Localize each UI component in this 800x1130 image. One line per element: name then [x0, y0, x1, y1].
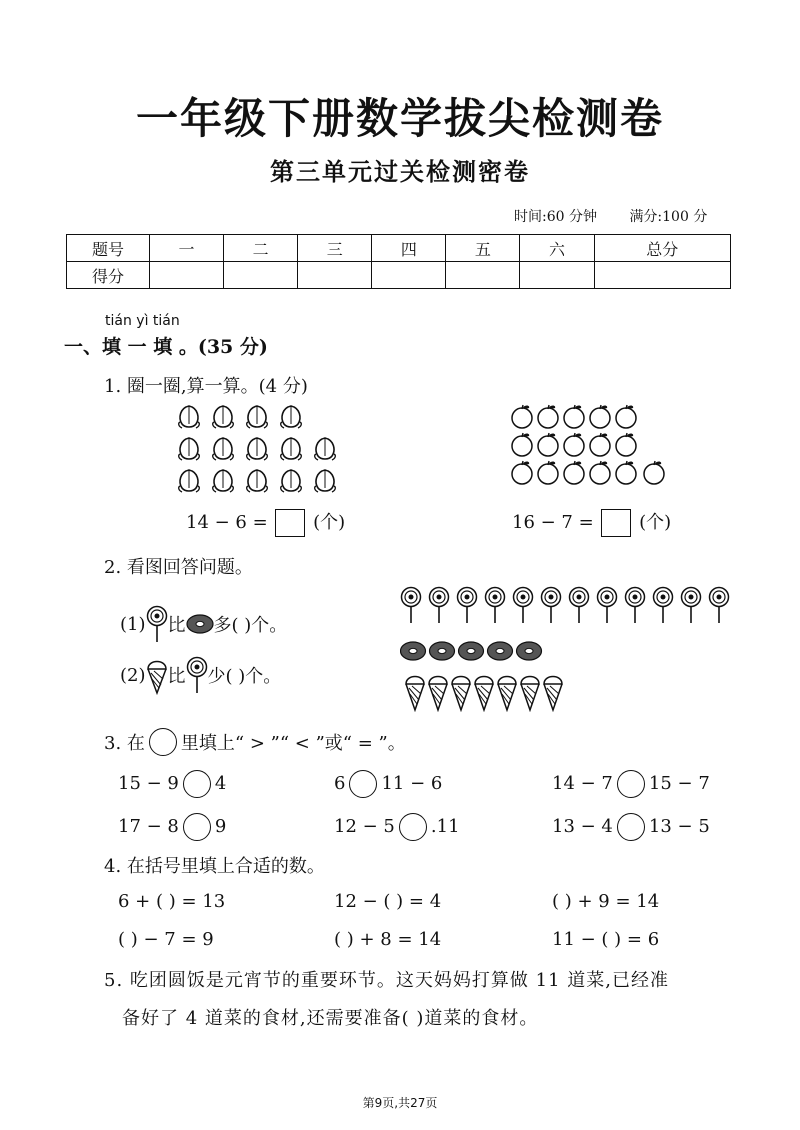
q1-right-equation	[512, 508, 671, 537]
left-expr: 17 − 8	[118, 816, 179, 837]
left-expr: 6	[334, 773, 346, 794]
q3-item	[118, 813, 226, 841]
q3-item	[334, 813, 460, 841]
section-title: 一、填 一 填 。(35 分)	[64, 336, 268, 358]
compare-circle[interactable]	[183, 770, 211, 798]
table-cell: 六	[520, 235, 594, 262]
peach-group-icon	[176, 402, 336, 498]
compare-circle[interactable]	[183, 813, 211, 841]
right-expr: 11 − 6	[381, 773, 443, 794]
question-text: 多( )个。	[213, 615, 288, 636]
q5-line1: 5. 吃团圆饭是元宵节的重要环节。这天妈妈打算做 11 道菜,已经准	[104, 970, 669, 991]
table-cell: 三	[298, 235, 372, 262]
q4-item[interactable]: 12 − ( ) = 4	[334, 891, 442, 912]
table-cell: 一	[150, 235, 224, 262]
score-table-score-row	[67, 262, 731, 289]
right-expr: 15 − 7	[648, 773, 710, 794]
compare-circle[interactable]	[399, 813, 427, 841]
section-pinyin: tián yì tián	[105, 313, 180, 329]
left-expr: 14 − 7	[552, 773, 613, 794]
score-cell[interactable]	[594, 262, 730, 289]
expression: 14 − 6 =	[186, 512, 268, 533]
page-title: 一年级下册数学拔尖检测卷	[135, 94, 664, 143]
full-score: 满分:100 分	[629, 209, 708, 225]
q3-title-start: 3. 在	[104, 733, 145, 754]
compare-circle[interactable]	[617, 813, 645, 841]
right-expr: 9	[214, 816, 227, 837]
time-limit: 时间:60 分钟	[514, 209, 597, 225]
unit: (个)	[639, 512, 672, 533]
q1-title: 1. 圈一圈,算一算。(4 分)	[104, 376, 308, 397]
score-cell[interactable]	[372, 262, 446, 289]
left-expr: 12 − 5	[334, 816, 395, 837]
q4-item[interactable]: ( ) − 7 = 9	[118, 929, 214, 950]
score-cell[interactable]	[446, 262, 520, 289]
q1-left-equation	[186, 508, 345, 537]
q2-part1	[120, 605, 287, 643]
table-cell: 五	[446, 235, 520, 262]
score-table	[66, 234, 731, 289]
score-cell[interactable]	[224, 262, 298, 289]
q3-item	[118, 770, 226, 798]
q4-item[interactable]: ( ) + 8 = 14	[334, 929, 442, 950]
question-text: 少( )个。	[207, 666, 282, 687]
compare-circle[interactable]	[349, 770, 377, 798]
ice-cream-row-icon	[404, 670, 564, 712]
ice-cream-icon	[146, 655, 168, 695]
unit: (个)	[313, 512, 346, 533]
lollipop-icon	[146, 605, 168, 643]
q3-title	[104, 728, 406, 756]
compare-word: 比	[167, 666, 186, 687]
apple-group-icon	[510, 404, 670, 492]
circle-icon	[149, 728, 177, 756]
expression: 16 − 7 =	[512, 512, 594, 533]
q2-part2	[120, 655, 281, 695]
right-expr: 4	[214, 773, 227, 794]
q4-item[interactable]: 6 + ( ) = 13	[118, 891, 226, 912]
q4-item[interactable]: 11 − ( ) = 6	[552, 929, 660, 950]
q3-item	[552, 770, 710, 798]
lollipop-row-icon	[400, 586, 740, 626]
table-cell: 得分	[67, 262, 150, 289]
score-cell[interactable]	[298, 262, 372, 289]
page-footer: 第9页,共27页	[362, 1096, 438, 1110]
table-cell: 总分	[594, 235, 730, 262]
answer-box[interactable]	[601, 509, 631, 537]
q3-item	[552, 813, 710, 841]
score-cell[interactable]	[520, 262, 594, 289]
q5-line2[interactable]: 备好了 4 道菜的食材,还需要准备( )道菜的食材。	[122, 1008, 539, 1029]
table-cell: 二	[224, 235, 298, 262]
part-number: (1)	[120, 613, 146, 635]
score-table-header-row	[67, 235, 731, 262]
compare-circle[interactable]	[617, 770, 645, 798]
left-expr: 15 − 9	[118, 773, 179, 794]
right-expr: .11	[430, 816, 460, 837]
table-cell: 四	[372, 235, 446, 262]
q3-title-rest: 里填上“ > ”“ < ”或“ = ”。	[180, 733, 406, 754]
q4-item[interactable]: ( ) + 9 = 14	[552, 891, 660, 912]
q4-title: 4. 在括号里填上合适的数。	[104, 856, 325, 877]
part-number: (2)	[120, 664, 146, 686]
compare-word: 比	[167, 615, 186, 636]
q2-title: 2. 看图回答问题。	[104, 557, 253, 578]
page-subtitle: 第三单元过关检测密卷	[270, 157, 530, 186]
table-cell: 题号	[67, 235, 150, 262]
q3-item	[334, 770, 442, 798]
left-expr: 13 − 4	[552, 816, 613, 837]
answer-box[interactable]	[275, 509, 305, 537]
lollipop-icon	[186, 656, 208, 694]
right-expr: 13 − 5	[648, 816, 710, 837]
score-cell[interactable]	[150, 262, 224, 289]
donut-row-icon	[400, 640, 560, 664]
exam-meta	[514, 206, 735, 226]
donut-icon	[186, 614, 214, 634]
